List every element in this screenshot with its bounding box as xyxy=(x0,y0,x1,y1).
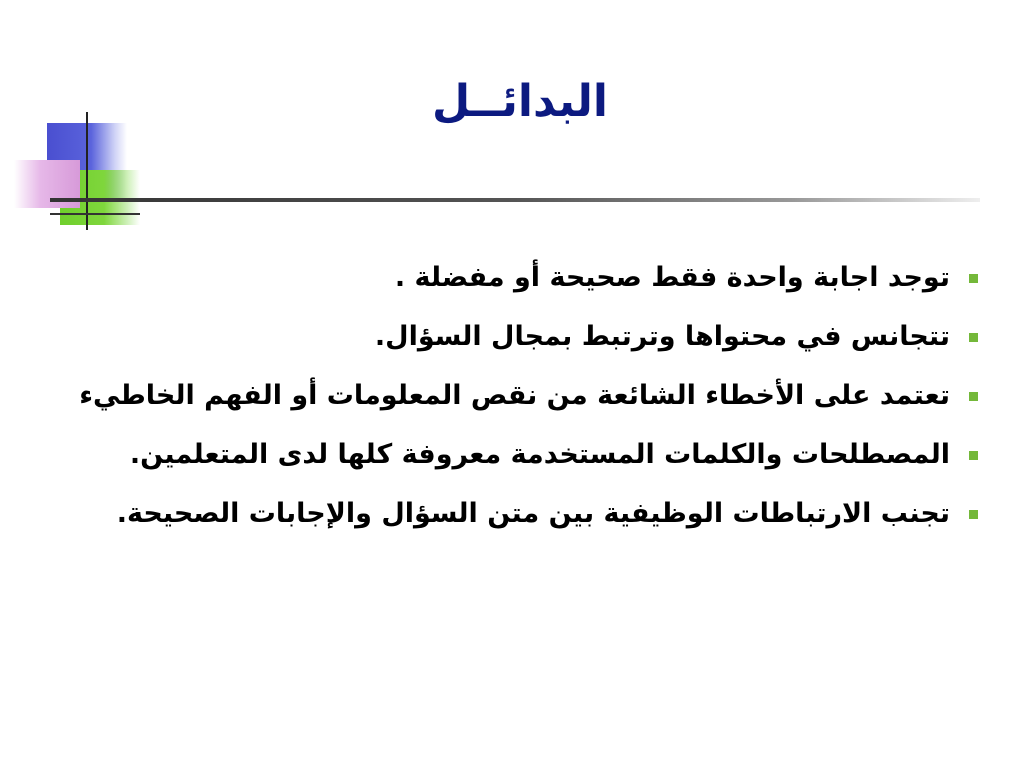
square-bullet-icon xyxy=(969,451,978,460)
square-bullet-icon xyxy=(969,274,978,283)
bullet-item xyxy=(24,372,984,420)
slide-title: البدائــل xyxy=(432,76,608,127)
square-bullet-icon xyxy=(969,333,978,342)
square-bullet-icon xyxy=(969,510,978,519)
bullet-text: تجنب الارتباطات الوظيفية بين متن السؤال والإجابات الصحيحة. xyxy=(116,498,950,529)
bullet-item xyxy=(24,254,984,302)
bullet-item xyxy=(24,431,984,479)
bullet-text: المصطلحات والكلمات المستخدمة معروفة كلها لدى المتعلمين. xyxy=(129,439,950,470)
bullet-text: توجد اجابة واحدة فقط صحيحة أو مفضلة . xyxy=(394,262,950,293)
bullet-list xyxy=(24,254,984,549)
bullet-text: تعتمد على الأخطاء الشائعة من نقص المعلومات أو الفهم الخاطيء xyxy=(79,380,950,411)
bullet-text: تتجانس في محتواها وترتبط بمجال السؤال. xyxy=(374,321,950,352)
decorative-short-line xyxy=(50,213,140,215)
square-bullet-icon xyxy=(969,392,978,401)
title-underline xyxy=(50,198,980,202)
bullet-item xyxy=(24,490,984,538)
bullet-item xyxy=(24,313,984,361)
